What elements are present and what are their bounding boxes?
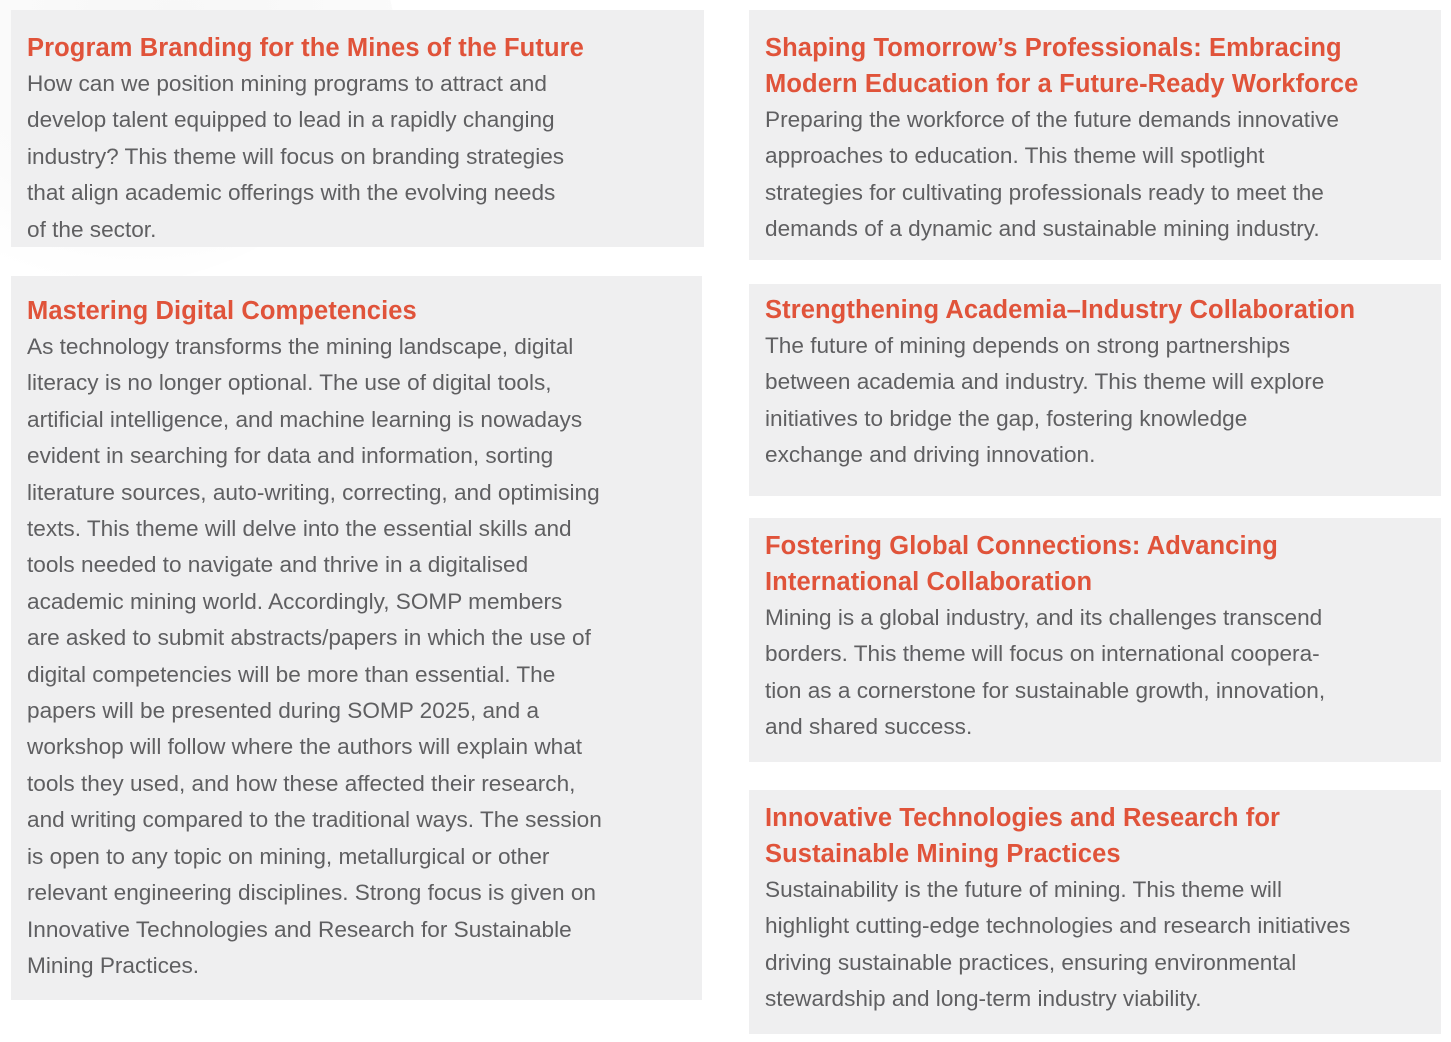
theme-title: Mastering Digital Competencies [27, 297, 417, 325]
theme-description: As technology transforms the mining landscape, digital literacy is no longer optional. The use of digital tools, artificial intelligence, and machine learning is nowadays evident in searching for data and information, sorting literature sources, auto-writing, correcting, and optimising texts. This theme will delve into the essential skills and tools needed to navigate and thrive in a digitalised academic mining world. Accordingly, SOMP members are asked to submit abstracts/papers in which the use of digital competencies will be more than essential. The papers will be presented during SOMP 2025, and a workshop will follow where the authors will explain what tools they used, and how these affected their research, and writing compared to the traditional ways. The session is open to any topic on mining, metallurgical or other relevant engineering disciplines. Strong focus is given on Innovative Technologies and Research for Sustainable Mining Practices. [27, 334, 602, 978]
theme-description: Preparing the workforce of the future demands innovative approaches to education. This theme will spotlight strategies for cultivating professionals ready to meet the demands of a dynamic and sustainable mining industry. [765, 107, 1339, 242]
theme-description: The future of mining depends on strong partnerships between academia and industry. This theme will explore initiatives to bridge the gap, fostering knowledge exchange and driving innovation. [765, 333, 1325, 468]
theme-description: How can we position mining programs to attract and develop talent equipped to lead in a rapidly changing industry? This theme will focus on branding strategies that align academic offerings with the evolving needs of the sector. [27, 71, 565, 242]
theme-title: Program Branding for the Mines of the Future [27, 34, 584, 62]
theme-title: Fostering Global Connections: Advancing International Collaboration [765, 532, 1278, 596]
theme-card-program-branding [11, 10, 704, 247]
theme-title: Innovative Technologies and Research for Sustainable Mining Practices [765, 804, 1281, 868]
theme-card-digital-competencies [11, 276, 702, 1000]
theme-card-innovative-technologies [749, 790, 1441, 1034]
theme-card-global-connections [749, 518, 1441, 762]
theme-description: Mining is a global industry, and its challenges transcend borders. This theme will focus on international coopera- tion as a cornerstone for sustainable growth, innovation, and shared success. [765, 605, 1326, 740]
theme-card-academia-industry [749, 284, 1441, 496]
theme-title: Shaping Tomorrow’s Professionals: Embracing Modern Education for a Future-Ready Workforce [765, 34, 1359, 98]
theme-title: Strengthening Academia–Industry Collaboration [765, 296, 1356, 324]
theme-description: Sustainability is the future of mining. This theme will highlight cutting-edge technologies and research initiatives driving sustainable practices, ensuring environmental stewardship and long-term industry viability. [765, 877, 1351, 1012]
theme-card-tomorrows-professionals [749, 10, 1441, 260]
